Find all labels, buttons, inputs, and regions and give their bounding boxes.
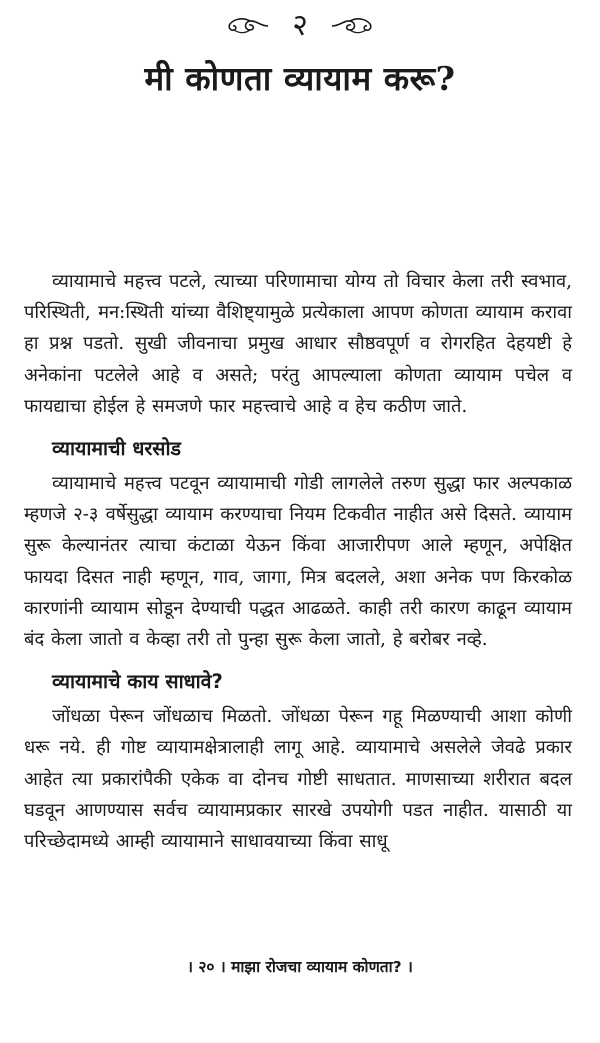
intro-paragraph: व्यायामाचे महत्त्व पटले, त्याच्या परिणामाचा योग्य तो विचार केला तरी स्वभाव, परिस्थिती, मन:स्थिती यांच्या वैशिष्ट्यामुळे प्रत्येकाला आपण कोणता व्यायाम करावा हा प्रश्न पडतो. सुखी जीवनाचा प्रमुख आधार सौष्ठवपूर्ण व रोगरहित देहयष्टी हे अनेकांना पटलेले आहे व असते; परंतु आपल्याला कोणता व्यायाम पचेल व फायद्याचा होईल हे समजणे फार महत्त्वाचे आहे व हेच कठीण जाते.	[24, 271, 572, 417]
page-footer: । २० । माझा रोजचा व्यायाम कोणता? ।	[187, 958, 413, 976]
section-paragraph-inconsistency: व्यायामाचे महत्त्व पटवून व्यायामाची गोडी लागलेले तरुण सुद्धा फार अल्पकाळ म्हणजे २-३ वर्षेसुद्धा व्यायाम करण्याचा नियम टिकवीत नाहीत असे दिसते. व्यायाम सुरू केल्यानंतर त्याचा कंटाळा येऊन किंवा आजारीपण आले म्हणून, अपेक्षित फायदा दिसत नाही म्हणून, गाव, जागा, मित्र बदलले, अशा अनेक पण किरकोळ कारणांनी व्यायाम सोडून देण्याची पद्धत आढळते. काही तरी कारण काढून व्यायाम बंद केला जातो व केव्हा तरी तो पुन्हा सुरू केला जातो, हे बरोबर नव्हे.	[24, 473, 572, 651]
section-paragraph-goals: जोंधळा पेरून जोंधळाच मिळतो. जोंधळा पेरून गहू मिळण्याची आशा कोणी धरू नये. ही गोष्ट व्यायामक्षेत्रालाही लागू आहे. व्यायामाचे असलेले जेवढे प्रकार आहेत त्या प्रकारांपैकी एकेक वा दोनच गोष्टी साधतात. माणसाच्या शरीरात बदल घडवून आणण्यास सर्वच व्यायामप्रकार सारखे उपयोगी पडत नाहीत. यासाठी या परिच्छेदामध्ये आम्ही व्यायामाने साधावयाच्या किंवा साधू	[24, 706, 572, 853]
flourish-left-icon	[226, 15, 270, 37]
section-heading-inconsistency: व्यायामाची धरसोड	[52, 437, 181, 461]
flourish-right-icon	[330, 15, 374, 37]
chapter-body	[24, 266, 572, 857]
chapter-header	[0, 8, 600, 44]
chapter-number: २	[292, 8, 308, 43]
section-heading-goals: व्यायामाचे काय साधावे?	[52, 670, 223, 694]
page-title: मी कोणता व्यायाम करू?	[144, 59, 456, 98]
